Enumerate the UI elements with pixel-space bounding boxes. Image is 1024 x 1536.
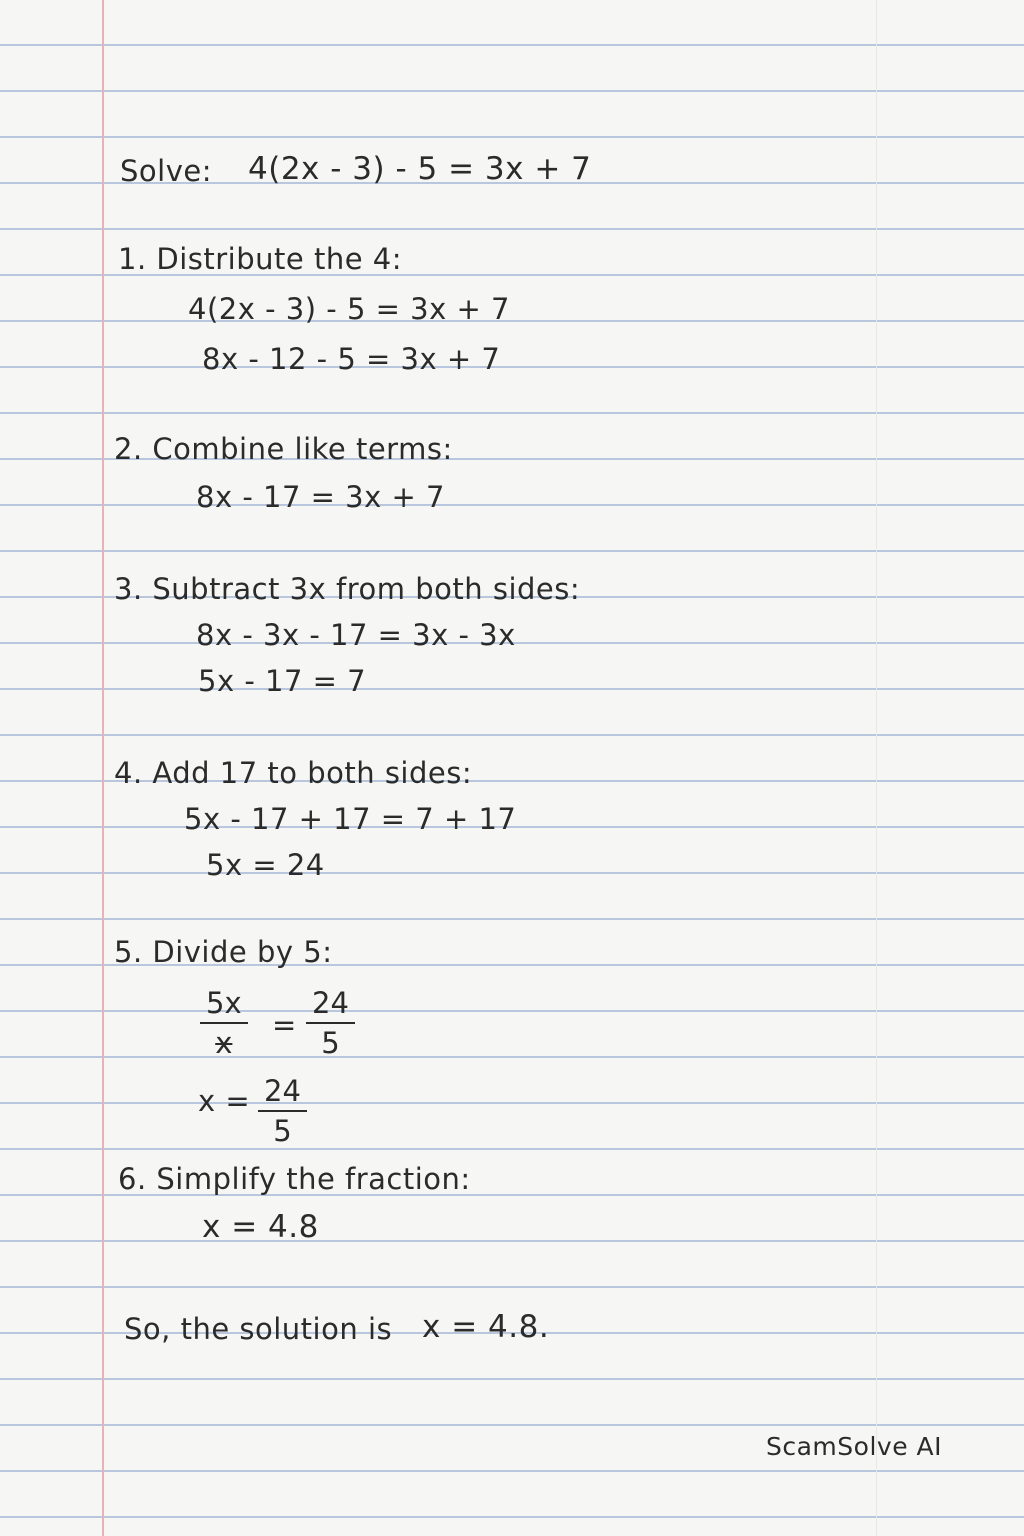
fraction-bar	[200, 1022, 248, 1024]
fraction-numerator: 5x	[206, 986, 242, 1020]
fraction-numerator: 24	[312, 986, 349, 1020]
step-line: 4(2x - 3) - 5 = 3x + 7	[188, 292, 510, 326]
step-heading: 5. Divide by 5:	[114, 935, 333, 969]
fraction-denominator: x	[215, 1026, 233, 1060]
step-heading: 6. Simplify the fraction:	[118, 1162, 471, 1196]
signature: ScamSolve AI	[766, 1432, 942, 1461]
problem-label: Solve:	[120, 154, 212, 188]
fraction-right	[306, 986, 355, 1060]
step-line: x = 4.8	[202, 1209, 319, 1245]
step-heading: 1. Distribute the 4:	[118, 242, 402, 276]
step-line: 8x - 12 - 5 = 3x + 7	[202, 342, 501, 376]
result-lhs: x =	[198, 1084, 251, 1118]
fraction-numerator: 24	[264, 1074, 301, 1108]
final-answer: x = 4.8.	[422, 1309, 550, 1345]
problem-equation: 4(2x - 3) - 5 = 3x + 7	[248, 151, 592, 187]
step-heading: 3. Subtract 3x from both sides:	[114, 572, 581, 606]
step-line: 8x - 17 = 3x + 7	[196, 480, 445, 514]
step-line: 5x - 17 + 17 = 7 + 17	[184, 802, 517, 836]
step-line: 8x - 3x - 17 = 3x - 3x	[196, 618, 516, 652]
step-line: 5x = 24	[206, 848, 325, 882]
step-line: 5x - 17 = 7	[198, 664, 367, 698]
equals-sign: =	[272, 1008, 297, 1042]
step-heading: 4. Add 17 to both sides:	[114, 756, 473, 790]
fraction-bar	[258, 1110, 307, 1112]
result-fraction	[258, 1074, 307, 1148]
step-heading: 2. Combine like terms:	[114, 432, 453, 466]
margin-line	[102, 0, 104, 1536]
fraction-left	[200, 986, 248, 1060]
fraction-denominator: 5	[273, 1114, 292, 1148]
faint-rule	[876, 0, 877, 1536]
fraction-denominator: 5	[321, 1026, 340, 1060]
conclusion-text: So, the solution is	[124, 1312, 393, 1346]
fraction-bar	[306, 1022, 355, 1024]
